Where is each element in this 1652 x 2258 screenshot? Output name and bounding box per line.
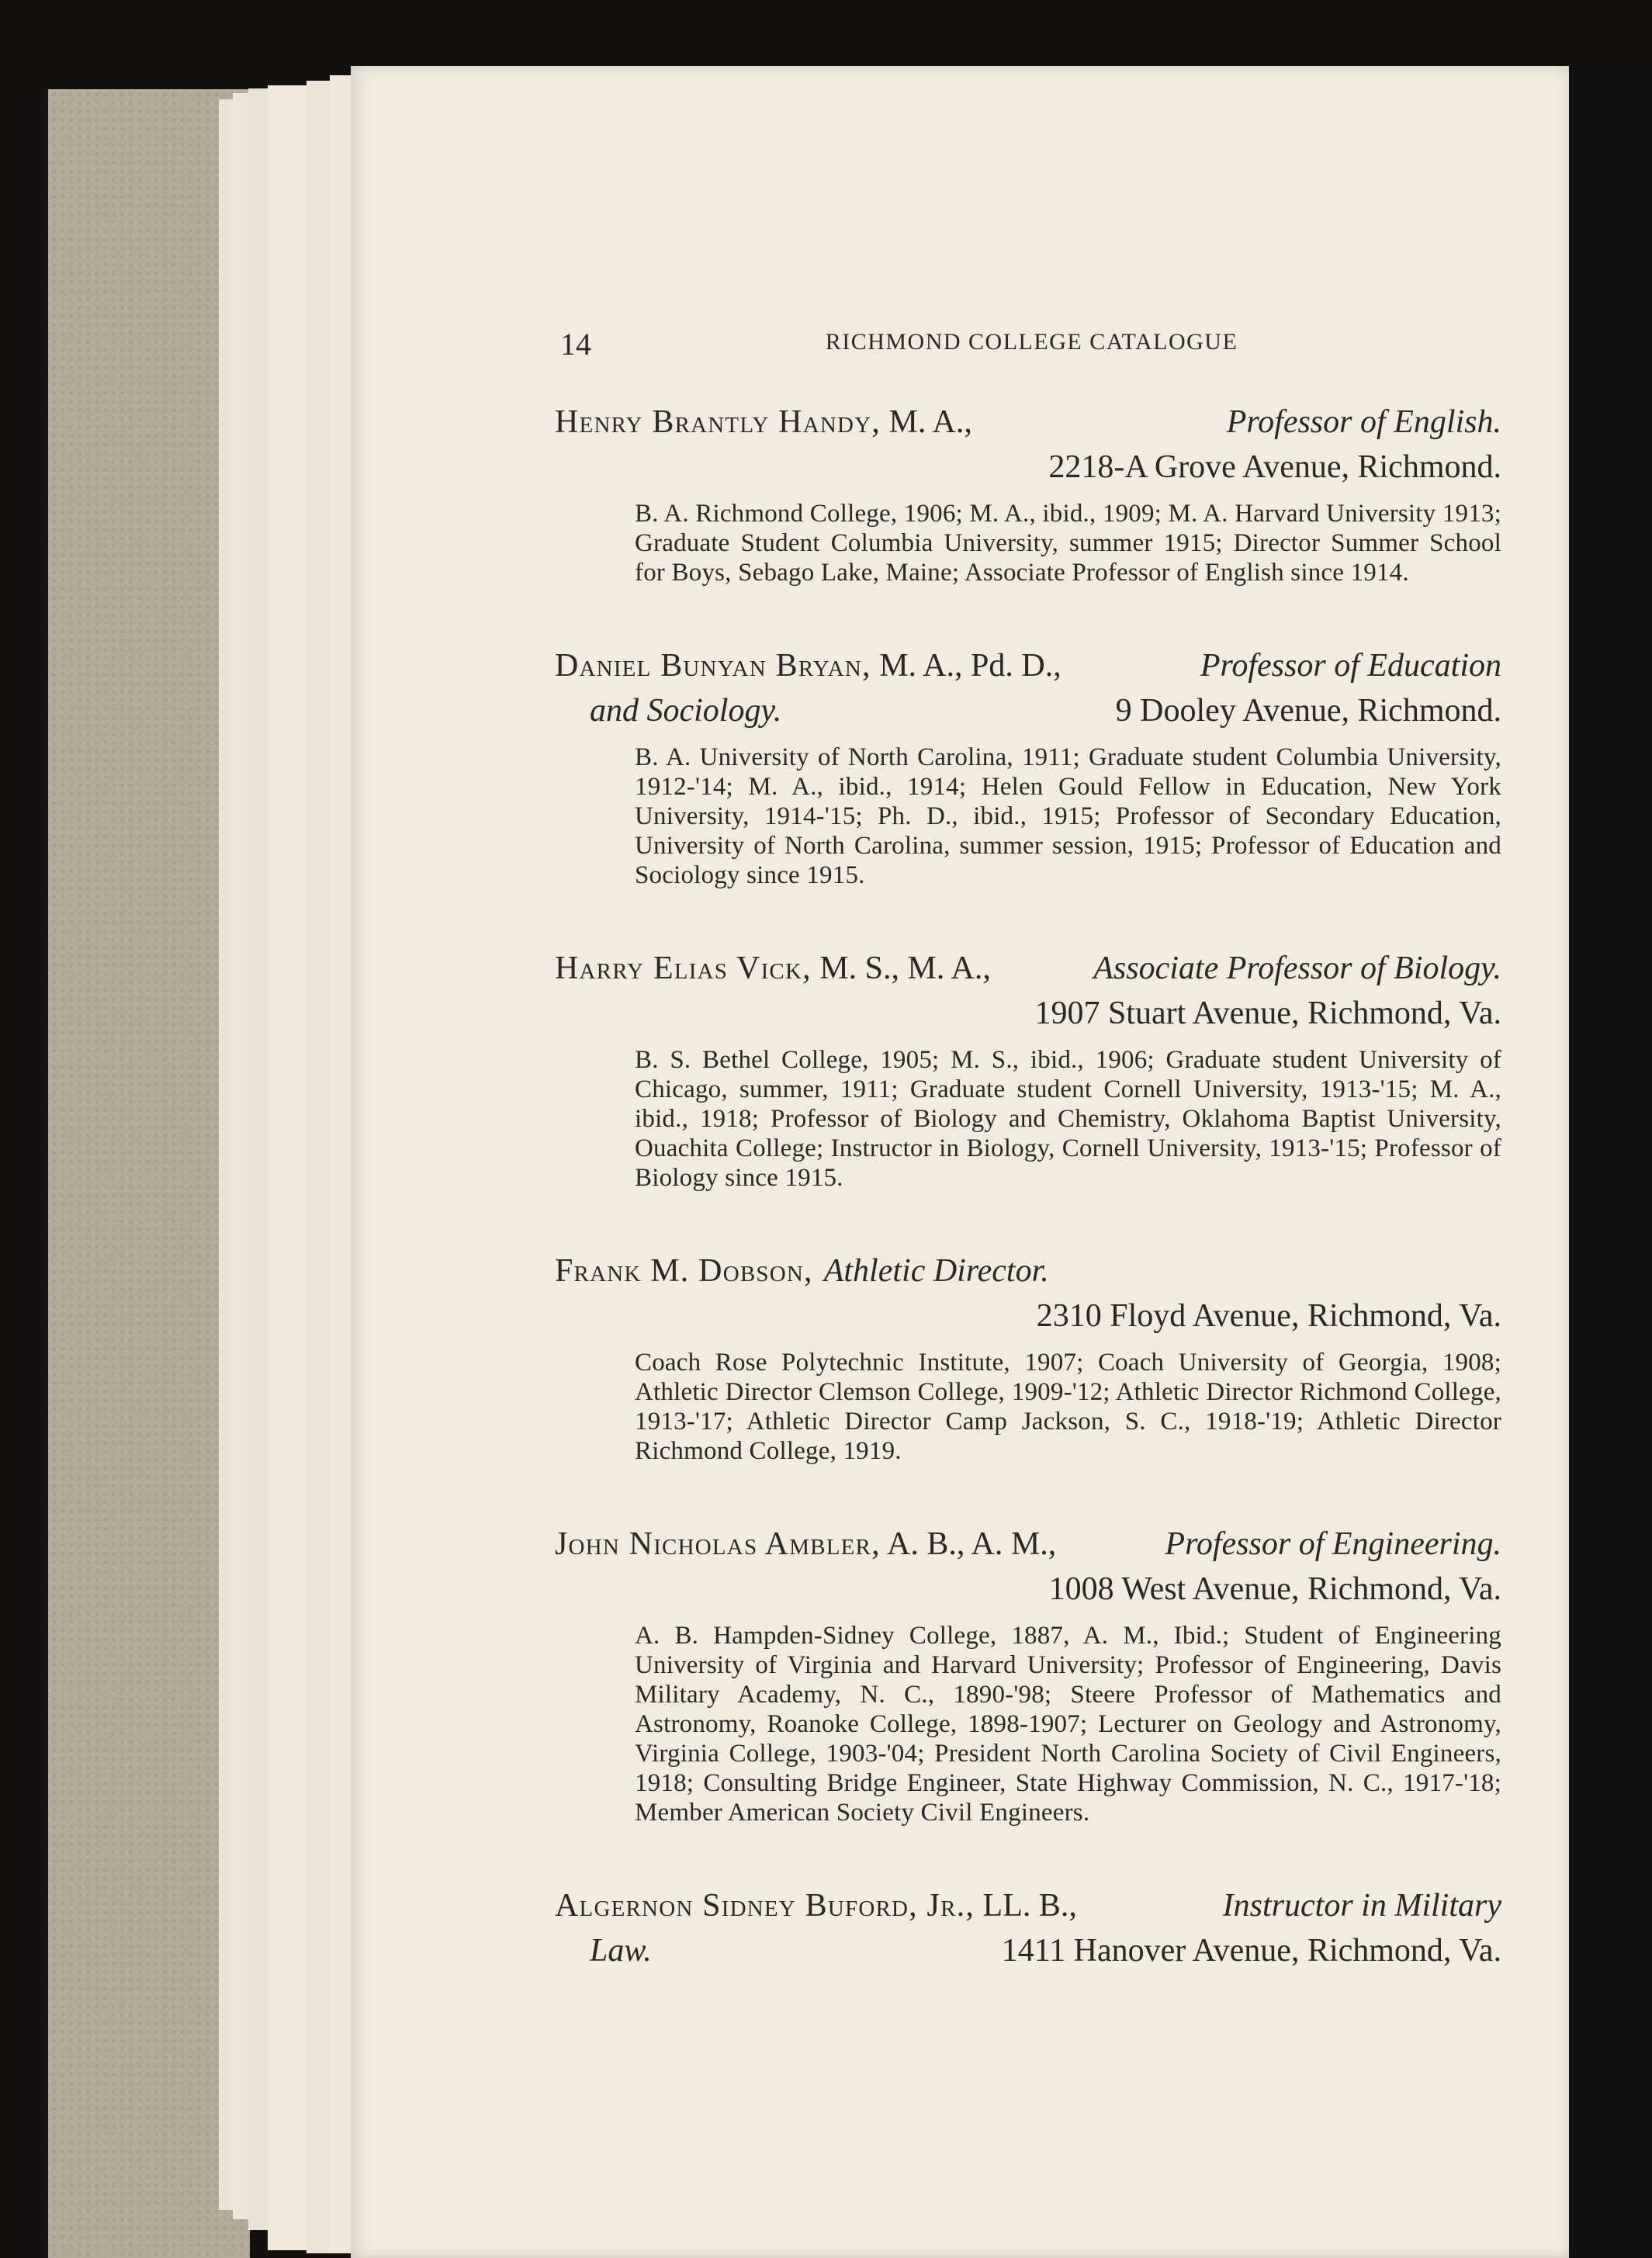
faculty-title: Associate Professor of Biology. bbox=[1093, 951, 1501, 986]
faculty-degrees: LL. B., bbox=[982, 1888, 1077, 1924]
faculty-degrees: M. A., Pd. D., bbox=[879, 648, 1062, 684]
faculty-address: 9 Dooley Avenue, Richmond. bbox=[1115, 693, 1501, 729]
faculty-entry bbox=[555, 400, 1501, 587]
entry-heading bbox=[555, 1883, 1501, 1928]
entry-heading bbox=[555, 400, 1501, 445]
faculty-title-continued: Law. bbox=[590, 1933, 652, 1969]
faculty-degrees: A. B., A. M., bbox=[886, 1526, 1057, 1562]
faculty-entry bbox=[555, 1248, 1501, 1466]
faculty-title: Athletic Director. bbox=[823, 1253, 1049, 1289]
faculty-name: Algernon Sidney Buford, Jr., bbox=[555, 1888, 975, 1924]
faculty-address: 2310 Floyd Avenue, Richmond, Va. bbox=[1036, 1298, 1501, 1334]
faculty-address: 2218-A Grove Avenue, Richmond. bbox=[1048, 449, 1501, 485]
faculty-degrees: M. S., M. A., bbox=[819, 951, 991, 986]
entry-heading bbox=[555, 1248, 1501, 1294]
faculty-title: Instructor in Military bbox=[1222, 1888, 1501, 1924]
faculty-entry bbox=[555, 643, 1501, 890]
faculty-biography: B. S. Bethel College, 1905; M. S., ibid., 1906; Graduate student University of Chicago, summer, 1911; Graduate student Cornell University, 1913-'15; M. A., ibid., 1918; Professor of Biology and Chemistry, Oklahoma Baptist University, Ouachita College; Instructor in Biology, Cornell University, 1913-'15; Professor of Biology since 1915. bbox=[635, 1046, 1501, 1192]
faculty-biography: B. A. University of North Carolina, 1911; Graduate student Columbia University, 1912-'14; M. A., ibid., 1914; Helen Gould Fellow in Education, New York University, 1914-'15; Ph. D., ibid., 1915; Professor of Secondary Education, University of North Carolina, summer session, 1915; Professor of Education and Sociology since 1915. bbox=[635, 743, 1501, 889]
faculty-title: Professor of Education bbox=[1200, 648, 1501, 684]
faculty-name: John Nicholas Ambler, bbox=[555, 1526, 881, 1562]
entry-heading bbox=[555, 1522, 1501, 1567]
page-number: 14 bbox=[560, 327, 591, 362]
faculty-entry bbox=[555, 1883, 1501, 1973]
faculty-biography: A. B. Hampden-Sidney College, 1887, A. M., Ibid.; Student of Engineering University of Virginia and Harvard University; Professor of Engineering, Davis Military Academy, N. C., 1890-'98; Steere Professor of Mathematics and Astronomy, Roanoke College, 1898-1907; Lecturer on Geology and Astronomy, Virginia College, 1903-'04; President North Carolina Society of Civil Engineers, 1918; Consulting Bridge Engineer, State Highway Commission, N. C., 1917-'18; Member American Society Civil Engineers. bbox=[635, 1622, 1501, 1827]
faculty-title: Professor of Engineering. bbox=[1165, 1526, 1501, 1562]
dark-background bbox=[1569, 66, 1652, 2258]
faculty-degrees: M. A., bbox=[888, 404, 972, 440]
running-title: RICHMOND COLLEGE CATALOGUE bbox=[825, 329, 1238, 355]
faculty-name: Henry Brantly Handy, bbox=[555, 404, 881, 440]
faculty-title-continued: and Sociology. bbox=[590, 693, 782, 729]
entry-heading bbox=[555, 643, 1501, 688]
faculty-biography: B. A. Richmond College, 1906; M. A., ibid., 1909; M. A. Harvard University 1913; Graduate Student Columbia University, summer 1915; Director Summer School for Boys, Sebago Lake, Maine; Associate Professor of English since 1914. bbox=[635, 500, 1501, 587]
faculty-address: 1008 West Avenue, Richmond, Va. bbox=[1048, 1571, 1501, 1607]
entry-heading-continued bbox=[555, 1928, 1501, 1973]
faculty-list bbox=[555, 400, 1501, 1973]
page-header bbox=[560, 326, 1503, 365]
entry-heading-continued bbox=[555, 688, 1501, 733]
faculty-name: Daniel Bunyan Bryan, bbox=[555, 648, 871, 684]
faculty-entry bbox=[555, 1522, 1501, 1827]
faculty-address: 1411 Hanover Avenue, Richmond, Va. bbox=[1001, 1933, 1501, 1969]
entry-heading bbox=[555, 946, 1501, 991]
faculty-biography: Coach Rose Polytechnic Institute, 1907; Coach University of Georgia, 1908; Athletic Director Clemson College, 1909-'12; Athletic Director Richmond College, 1913-'17; Athletic Director Camp Jackson, S. C., 1918-'19; Athletic Director Richmond College, 1919. bbox=[635, 1349, 1501, 1465]
faculty-address: 1907 Stuart Avenue, Richmond, Va. bbox=[1034, 996, 1501, 1031]
faculty-name: Frank M. Dobson, bbox=[555, 1253, 813, 1289]
faculty-entry bbox=[555, 946, 1501, 1193]
faculty-title: Professor of English. bbox=[1226, 404, 1501, 440]
faculty-name: Harry Elias Vick, bbox=[555, 951, 812, 986]
